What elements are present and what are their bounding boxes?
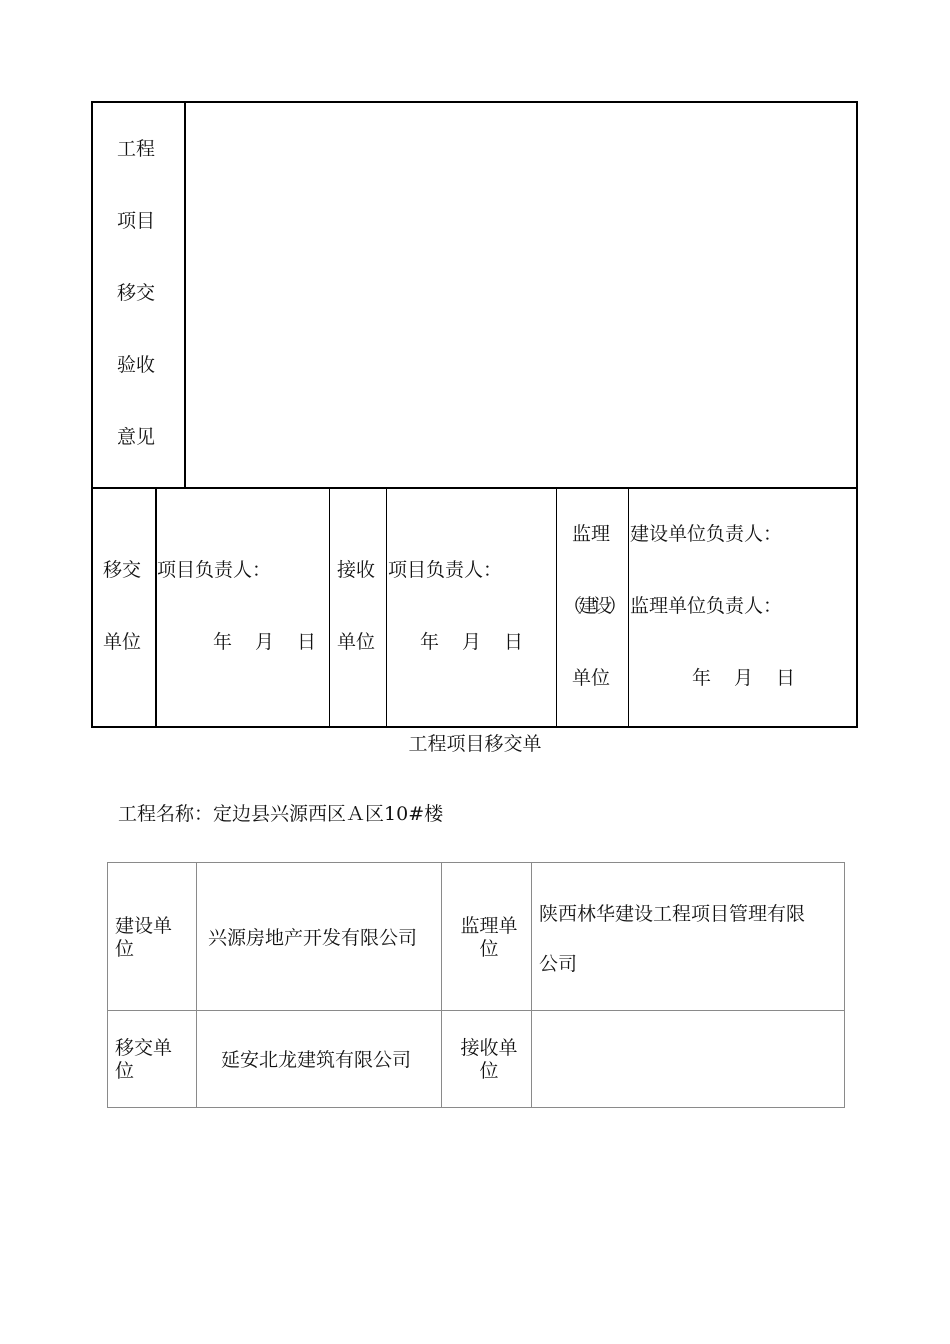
handover-unit-value: 延安北龙建筑有限公司 <box>221 1049 412 1071</box>
project-name-value: 定边县兴源西区Ａ区10#楼 <box>213 803 444 825</box>
opinion-label-line-1: 工程 <box>117 138 156 160</box>
project-info-table <box>107 862 845 1108</box>
receiving-date-day: 日 <box>504 631 524 653</box>
opinion-label-line-4: 验收 <box>117 354 156 376</box>
handover-manager-label: 项目负责人： <box>157 559 272 581</box>
info-col-divider-1 <box>196 863 197 1107</box>
handover-date-day: 日 <box>297 631 317 653</box>
handover-unit-label-line-2: 单位 <box>103 631 142 653</box>
receiving-date-month: 月 <box>462 631 482 653</box>
handover-unit-label: 移交单位 <box>115 1037 173 1082</box>
opinion-label-line-5: 意见 <box>117 426 156 448</box>
project-name-label: 工程名称： <box>118 803 214 825</box>
handover-date-month: 月 <box>255 631 275 653</box>
supervision-unit-label-line-3: 单位 <box>572 667 611 689</box>
opinion-column-divider <box>184 103 186 487</box>
receiving-manager-label: 项目负责人： <box>388 559 503 581</box>
supervision-manager-label: 监理单位负责人： <box>630 595 783 617</box>
sig-divider-1 <box>155 489 157 726</box>
construction-manager-label: 建设单位负责人： <box>630 523 783 545</box>
handover-unit-label-line-1: 移交 <box>103 559 142 581</box>
supervision-unit-value-line-1: 陕西林华建设工程项目管理有限 <box>539 903 806 925</box>
acceptance-table <box>91 101 858 728</box>
receiving-unit-value[interactable] <box>539 1049 839 1073</box>
form-title: 工程项目移交单 <box>408 733 542 755</box>
construction-unit-label: 建设单位 <box>115 915 173 960</box>
construction-unit-value: 兴源房地产开发有限公司 <box>208 927 418 949</box>
opinion-label-line-3: 移交 <box>117 282 156 304</box>
supervision-date-month: 月 <box>734 667 754 689</box>
supervision-unit-label-line-1: 监理 <box>572 523 611 545</box>
supervision-date-day: 日 <box>776 667 796 689</box>
receiving-unit-label-line-1: 接收 <box>337 559 376 581</box>
receiving-unit-label-line-2: 单位 <box>337 631 376 653</box>
supervision-unit-value-line-2: 公司 <box>539 953 578 975</box>
opinion-content-area[interactable] <box>187 105 853 485</box>
sig-divider-2 <box>329 489 330 726</box>
supervision-unit-label-line-2: （建设） <box>562 595 623 617</box>
opinion-label-line-2: 项目 <box>117 210 156 232</box>
handover-date-year: 年 <box>213 631 233 653</box>
info-row-divider <box>108 1010 844 1011</box>
receiving-unit-label: 接收单位 <box>460 1037 518 1082</box>
receiving-date-year: 年 <box>420 631 440 653</box>
sig-divider-3 <box>386 489 387 726</box>
supervision-unit-label: 监理单位 <box>460 915 518 960</box>
project-name <box>118 803 443 825</box>
supervision-date-year: 年 <box>692 667 712 689</box>
info-col-divider-3 <box>531 863 532 1107</box>
row-divider <box>93 487 856 489</box>
info-col-divider-2 <box>441 863 442 1107</box>
